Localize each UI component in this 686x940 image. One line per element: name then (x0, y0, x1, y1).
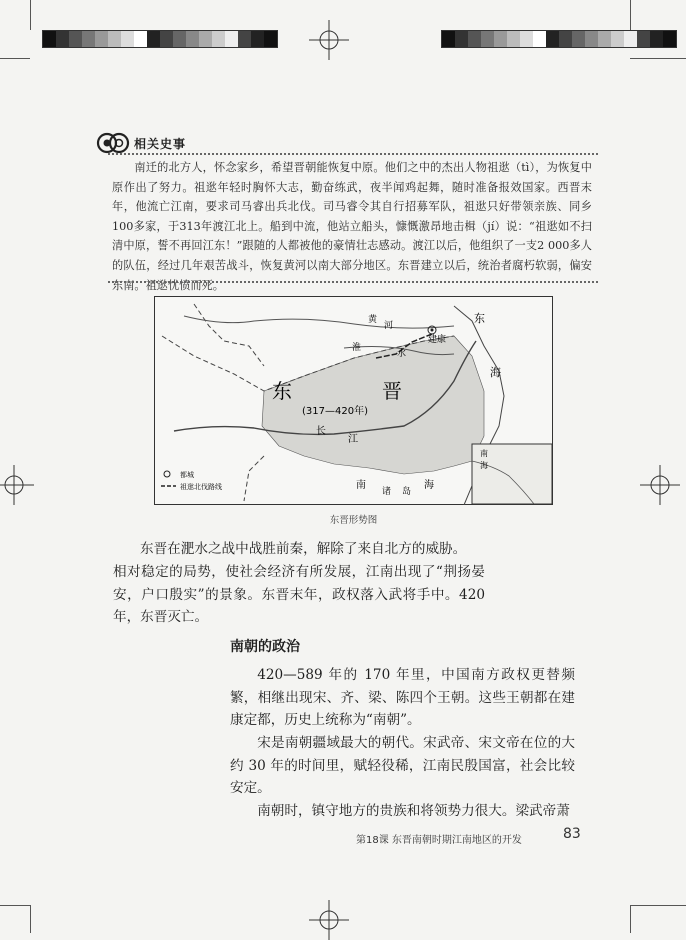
trim-mark (30, 905, 31, 933)
map-caption: 东晋形势图 (329, 515, 378, 526)
region-label: 晋 (382, 379, 402, 403)
legend-label: 都城 (180, 471, 194, 479)
sea-label: 东 (474, 312, 485, 325)
paragraph-2: 420—589 年的 170 年里，中国南方政权更替频繁，相继出现宋、齐、梁、陈四个王朝。这些王朝都在建康定都，历史上统称为“南朝”。 (230, 667, 575, 729)
trim-mark (0, 58, 30, 59)
color-bar-right (441, 30, 677, 48)
sea-label: 海 (490, 366, 501, 379)
legend-label: 祖逖北伐路线 (180, 483, 222, 491)
page-number: 83 (563, 826, 581, 842)
trim-mark (630, 0, 631, 30)
aside-text: 南迁的北方人，怀念家乡，希望晋朝能恢复中原。他们之中的杰出人物祖逖（tì），为恢复中原作出了努力。祖逖年轻时胸怀大志，勤奋练武，夜半闻鸡起舞，随时准备报效国家。西晋末年，他流亡江南，要求司马睿出兵北伐。司马睿令其自行招募军队，祖逖只好带领亲族、同乡100多家，于313年渡江北上。船到中流，他站立船头，慷慨激昂地击楫（jí）说：“祖逖如不扫清中原，誓不再回江东！”跟随的人都被他的豪情壮志感动。渡江以后，他组织了一支2 000多人的队伍，经过几年艰苦战斗，恢复黄河以南大部分地区。东晋建立以后，统治者腐朽软弱，偏安东南。祖逖忧愤而死。 (112, 161, 592, 292)
trim-mark (0, 905, 30, 906)
trim-mark (630, 905, 631, 933)
aside-bottom-divider (108, 281, 598, 283)
registration-mark-icon (309, 900, 349, 940)
inset-label: 南 (480, 449, 488, 458)
section-title: 南朝的政治 (230, 639, 300, 655)
color-bar-left (42, 30, 278, 48)
registration-mark-icon (640, 465, 680, 505)
paragraph-1: 相对稳定的局势，使社会经济有所发展，江南出现了“荆扬晏安，户口殷实”的景象。东晋末年，政权落入武将手中。420 年，东晋灭亡。 (113, 564, 485, 626)
aside-top-divider (108, 153, 598, 155)
sea-label: 海 (424, 480, 434, 491)
paragraph-4: 南朝时，镇守地方的贵族和将领势力很大。梁武帝萧 (257, 803, 570, 819)
river-label: 河 (384, 321, 394, 331)
paragraph-1-first-line: 东晋在淝水之战中战胜前秦，解除了来自北方的威胁。 (140, 541, 467, 557)
registration-mark-icon (0, 465, 34, 505)
paragraph-3: 宋是南朝疆域最大的朝代。宋武帝、宋文帝在位的大约 30 年的时间里，赋轻役稀，江南民殷国富，社会比较安定。 (230, 735, 575, 797)
river-label: 黄 (368, 315, 378, 325)
trim-mark (630, 58, 686, 59)
river-label: 长 (316, 426, 326, 437)
aside-title: 相关史事 (134, 136, 187, 151)
sea-label: 岛 (402, 487, 412, 497)
river-label: 水 (397, 349, 407, 359)
region-label: 东 (272, 379, 292, 403)
trim-mark (630, 905, 686, 906)
lesson-footer: 第18课 东晋南朝时期江南地区的开发 (356, 835, 522, 846)
sea-label: 南 (356, 480, 366, 491)
river-label: 淮 (352, 343, 362, 353)
city-label: 建康 (428, 335, 447, 345)
period-label: (317—420年) (302, 406, 368, 417)
sea-label: 诸 (382, 487, 392, 497)
river-label: 江 (348, 434, 358, 445)
registration-mark-icon (309, 20, 349, 60)
inset-label: 海 (480, 461, 488, 470)
eastern-jin-map (154, 296, 553, 505)
trim-mark (30, 0, 31, 30)
